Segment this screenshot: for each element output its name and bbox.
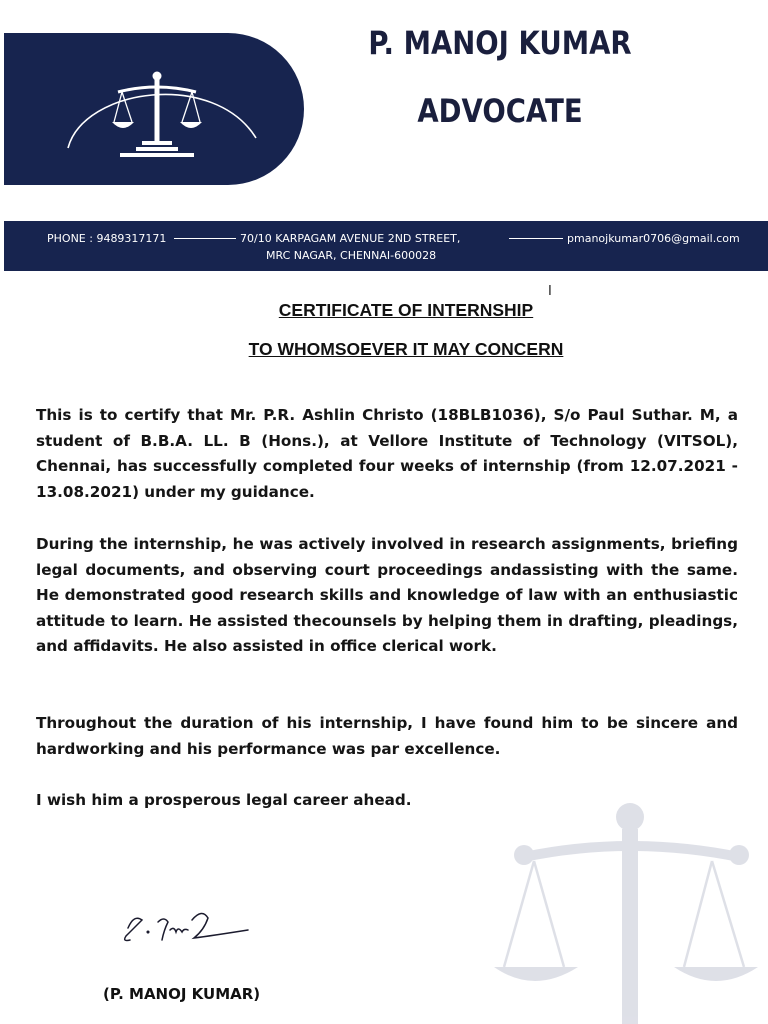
certificate-heading: CERTIFICATE OF INTERNSHIP (278, 300, 534, 320)
phone-number: PHONE : 9489317171 (47, 232, 167, 245)
scales-of-justice-icon (112, 70, 202, 158)
certificate-paragraph: This is to certify that Mr. P.R. Ashlin Christo (18BLB1036), S/o Paul Suthar. M, a student of B.B.A. LL. B (Hons.), at Vellore Institute of Technology (VITSOL), Chennai, has successfully completed four weeks of internship (from 12.07.2021 - 13.08.2021) under my guidance. (36, 406, 738, 501)
certificate-paragraph: During the internship, he was actively involved in research assignments, briefing legal documents, and observing court proceedings andassisting with the same. He demonstrated good research skills and knowledge of law with an enthusiastic attitude to learn. He assisted thecounsels by helping them in drafting, pleadings, and affidavits. He also assisted in office clerical work. (36, 535, 738, 655)
certificate-paragraph: Throughout the duration of his internship, I have found him to be sincere and hardworking and his performance was par excellence. (36, 714, 738, 758)
advocate-title: ADVOCATE (417, 92, 583, 130)
certificate-paragraph: I wish him a prosperous legal career ahead. (36, 791, 412, 809)
separator-line (174, 238, 236, 239)
advocate-name: P. MANOJ KUMAR (368, 24, 632, 62)
email-address: pmanojkumar0706@gmail.com (567, 232, 740, 245)
address-line-2: MRC NAGAR, CHENNAI-600028 (266, 249, 437, 262)
certificate-subheading: TO WHOMSOEVER IT MAY CONCERN (248, 339, 564, 359)
address-line-1: 70/10 KARPAGAM AVENUE 2ND STREET, (240, 232, 461, 245)
signatory-name: (P. MANOJ KUMAR) (103, 985, 261, 1003)
contact-bar (4, 221, 768, 271)
text-cursor-icon: I (548, 284, 552, 299)
handwritten-signature (120, 906, 250, 948)
separator-line (509, 238, 563, 239)
scales-watermark-icon (494, 795, 768, 1024)
